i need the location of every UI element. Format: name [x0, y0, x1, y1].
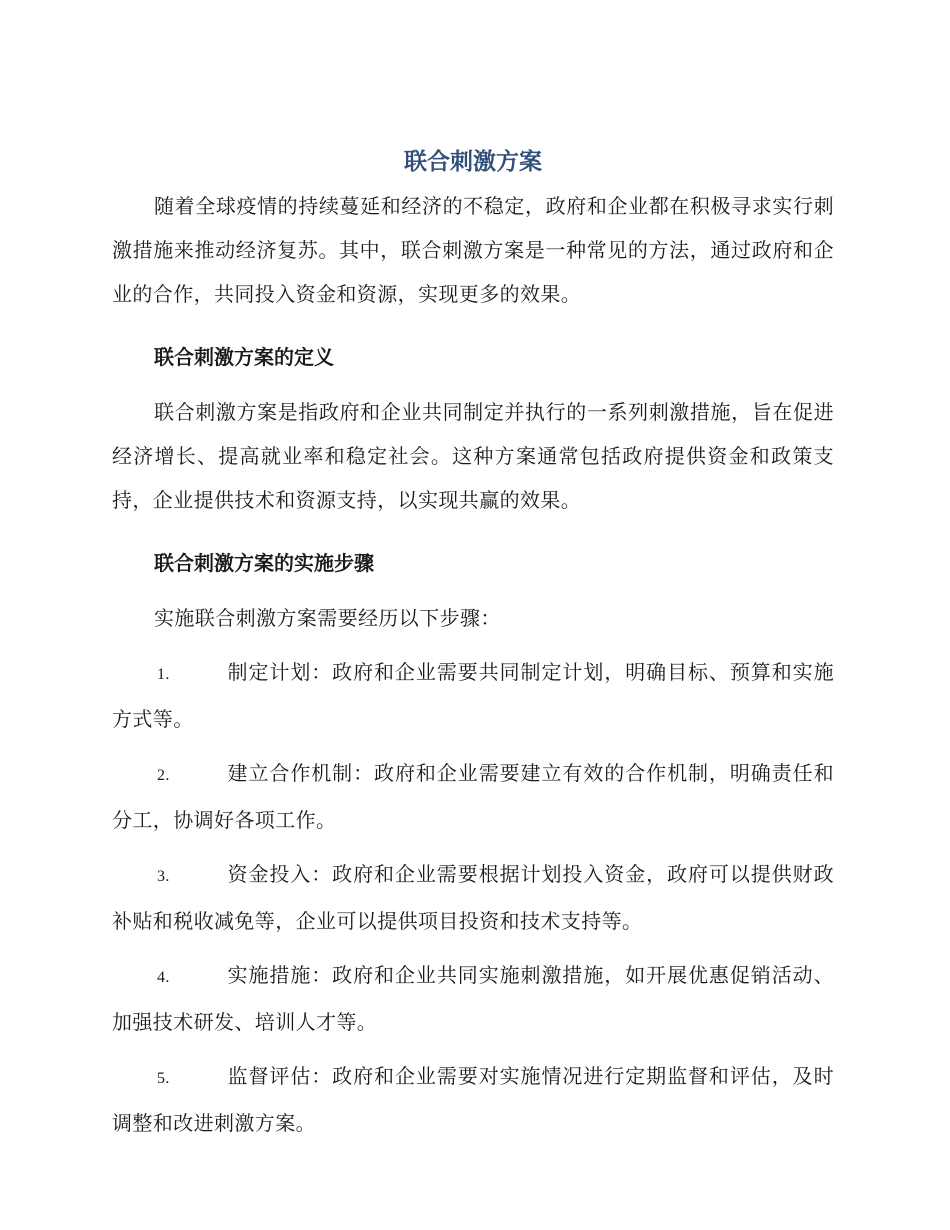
steps-intro-paragraph: 实施联合刺激方案需要经历以下步骤： — [154, 606, 501, 630]
document-title: 联合刺激方案 — [404, 149, 542, 175]
list-item — [112, 852, 834, 943]
list-item-number: 1. — [157, 666, 170, 683]
section-heading-definition: 联合刺激方案的定义 — [154, 345, 334, 369]
document-page — [112, 140, 834, 1155]
list-item — [112, 650, 834, 741]
definition-paragraph: 联合刺激方案是指政府和企业共同制定并执行的一系列刺激措施，旨在促进经济增长、提高就业率和稳定社会。这种方案通常包括政府提供资金和政策支持，企业提供技术和资源支持，以实现共赢的效果。 — [112, 400, 834, 512]
list-item — [112, 953, 834, 1044]
list-item-text: 制定计划：政府和企业需要共同制定计划，明确目标、预算和实施方式等。 — [112, 660, 834, 731]
list-item-text: 建立合作机制：政府和企业需要建立有效的合作机制，明确责任和分工，协调好各项工作。 — [112, 761, 834, 832]
list-item-number: 4. — [157, 969, 170, 986]
list-item — [112, 1054, 834, 1145]
intro-paragraph: 随着全球疫情的持续蔓延和经济的不稳定，政府和企业都在积极寻求实行刺激措施来推动经济复苏。其中，联合刺激方案是一种常见的方法，通过政府和企业的合作，共同投入资金和资源，实现更多的效果。 — [112, 194, 834, 306]
list-item-text: 实施措施：政府和企业共同实施刺激措施，如开展优惠促销活动、加强技术研发、培训人才等。 — [112, 963, 834, 1034]
list-item-text: 监督评估：政府和企业需要对实施情况进行定期监督和评估，及时调整和改进刺激方案。 — [112, 1064, 834, 1135]
list-item-number: 2. — [157, 767, 170, 784]
list-item — [112, 751, 834, 842]
list-item-text: 资金投入：政府和企业需要根据计划投入资金，政府可以提供财政补贴和税收减免等，企业可以提供项目投资和技术支持等。 — [112, 862, 834, 933]
section-heading-steps: 联合刺激方案的实施步骤 — [154, 551, 374, 575]
list-item-number: 5. — [157, 1070, 170, 1087]
list-item-number: 3. — [157, 868, 170, 885]
